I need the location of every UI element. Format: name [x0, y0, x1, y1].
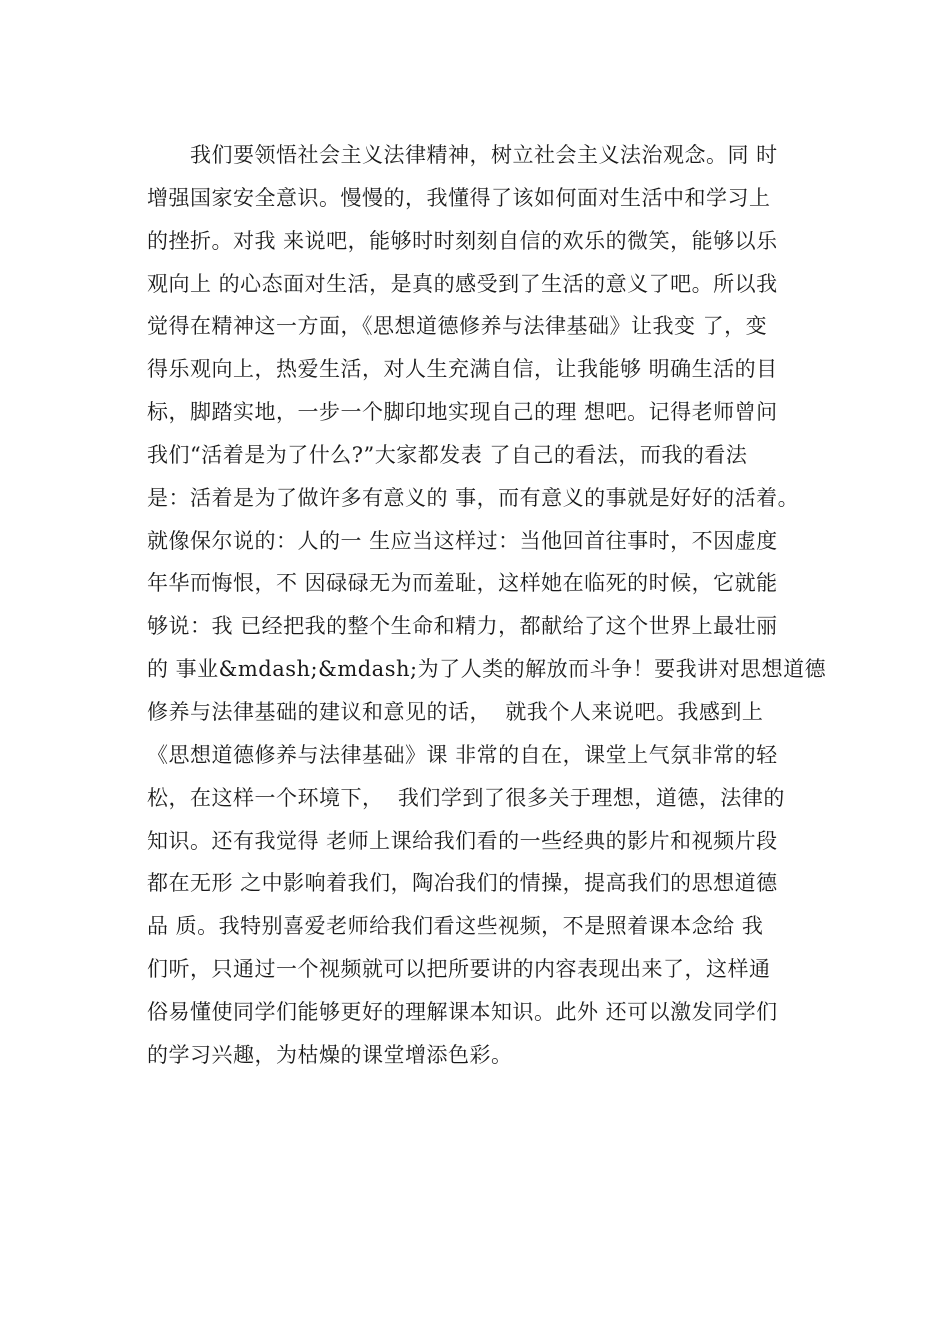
- text-line-6: 得乐观向上，热爱生活，对人生充满自信，让我能够 明确生活的目: [147, 357, 778, 382]
- text-line-8: 我们“活着是为了什么?”大家都发表 了自己的看法，而我的看法: [147, 442, 748, 467]
- text-line-21: 俗易懂使同学们能够更好的理解课本知识。此外 还可以激发同学们: [147, 999, 778, 1024]
- text-line-15: 《思想道德修养与法律基础》课 非常的自在，课堂上气氛非常的轻: [147, 742, 778, 767]
- text-line-11: 年华而悔恨，不 因碌碌无为而羞耻，这样她在临死的时候，它就能: [147, 571, 778, 596]
- text-line-18: 都在无形 之中影响着我们，陶冶我们的情操，提高我们的思想道德: [147, 871, 778, 896]
- text-line-2: 增强国家安全意识。慢慢的，我懂得了该如何面对生活中和学习上: [147, 185, 771, 210]
- text-line-20: 们听，只通过一个视频就可以把所要讲的内容表现出来了，这样通: [147, 957, 771, 982]
- text-line-9: 是：活着是为了做许多有意义的 事，而有意义的事就是好好的活着。: [147, 485, 800, 510]
- body-paragraph: [147, 134, 827, 1077]
- text-line-14: 修养与法律基础的建议和意见的话， 就我个人来说吧。我感到上: [147, 699, 764, 724]
- text-line-10: 就像保尔说的：人的一 生应当这样过：当他回首往事时，不因虚度: [147, 528, 778, 553]
- text-line-12: 够说：我 已经把我的整个生命和精力，都献给了这个世界上最壮丽: [147, 614, 778, 639]
- text-line-5: 觉得在精神这一方面，《思想道德修养与法律基础》让我变 了，变: [147, 314, 768, 339]
- text-line-1: 我们要领悟社会主义法律精神，树立社会主义法治观念。同 时: [147, 143, 778, 167]
- text-line-4: 观向上 的心态面对生活，是真的感受到了生活的意义了吧。所以我: [147, 271, 778, 296]
- text-line-22: 的学习兴趣，为枯燥的课堂增添色彩。: [147, 1042, 513, 1067]
- text-line-7: 标，脚踏实地，一步一个脚印地实现自己的理 想吧。记得老师曾问: [147, 400, 778, 425]
- text-line-3: 的挫折。对我 来说吧，能够时时刻刻自信的欢乐的微笑，能够以乐: [147, 228, 778, 253]
- text-line-13: 的 事业&mdash;&mdash;为了人类的解放而斗争！要我讲对思想道德: [147, 657, 827, 682]
- text-line-19: 品 质。我特别喜爱老师给我们看这些视频，不是照着课本念给 我: [147, 914, 764, 939]
- text-line-16: 松，在这样一个环境下， 我们学到了很多关于理想，道德，法律的: [147, 785, 785, 810]
- text-line-17: 知识。还有我觉得 老师上课给我们看的一些经典的影片和视频片段: [147, 828, 778, 853]
